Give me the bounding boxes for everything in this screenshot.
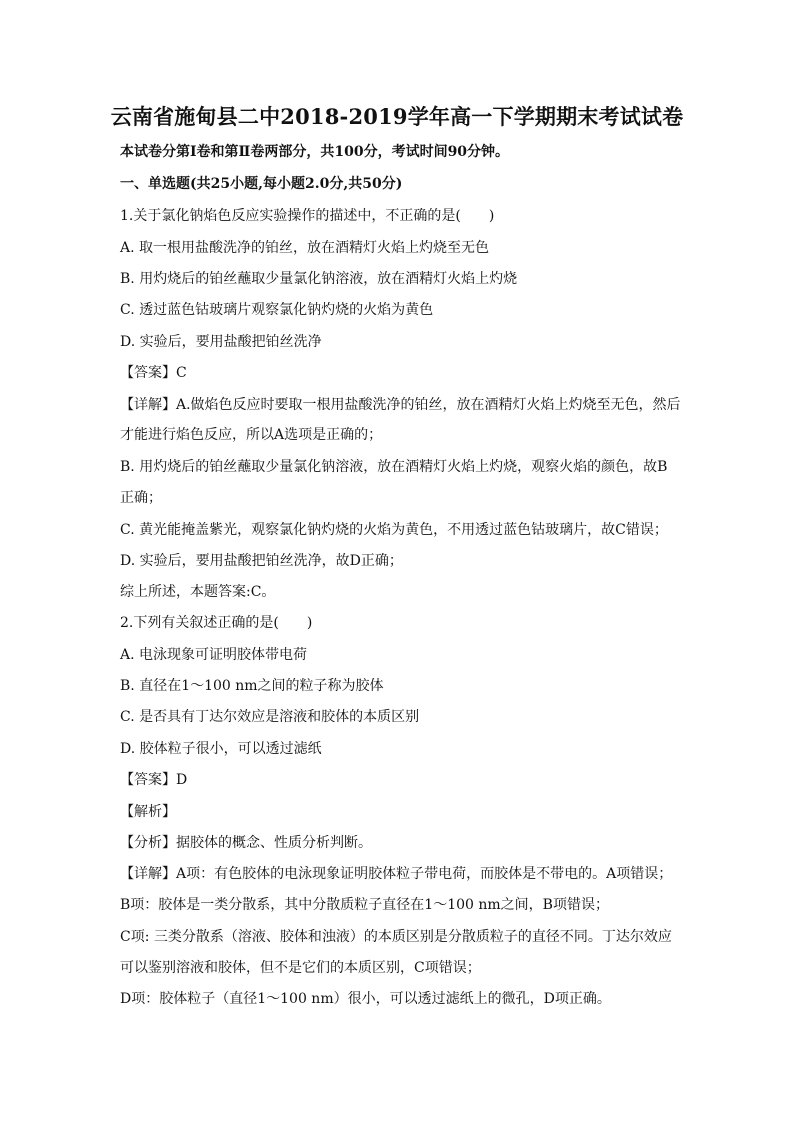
question-1-option-d: D. 实验后，要用盐酸把铂丝洗净 (120, 334, 322, 350)
question-1-detail-line: 【详解】A.做焰色反应时要取一根用盐酸洗净的铂丝，放在酒精灯火焰上灼烧至无色，然后 (120, 397, 681, 413)
question-1-detail-line: 才能进行焰色反应，所以A选项是正确的； (120, 427, 383, 443)
question-1-option-a: A. 取一根用盐酸洗净的铂丝，放在酒精灯火焰上灼烧至无色 (120, 240, 490, 256)
question-1-summary: 综上所述，本题答案:C。 (120, 584, 276, 600)
question-2-fenxi: 【分析】据胶体的概念、性质分析判断。 (120, 835, 372, 851)
question-1-detail-line: B. 用灼烧后的铂丝蘸取少量氯化钠溶液，放在酒精灯火焰上灼烧，观察火焰的颜色，故B (120, 459, 668, 475)
page-title: 云南省施甸县二中2018-2019学年高一下学期期末考试试卷 (110, 104, 684, 129)
question-2-stem: 2.下列有关叙述正确的是( ) (120, 615, 313, 631)
question-2-detail-line: 可以鉴别溶液和胶体，但不是它们的本质区别，C项错误； (120, 960, 481, 976)
question-1-stem: 1.关于氯化钠焰色反应实验操作的描述中，不正确的是( ) (120, 208, 495, 224)
question-2-option-c: C. 是否具有丁达尔效应是溶液和胶体的本质区别 (120, 709, 420, 725)
question-2-option-b: B. 直径在1～100 nm之间的粒子称为胶体 (120, 678, 384, 694)
question-1-detail-line: C. 黄光能掩盖紫光，观察氯化钠灼烧的火焰为黄色，不用透过蓝色钴玻璃片，故C错误； (120, 522, 668, 538)
question-2-option-a: A. 电泳现象可证明胶体带电荷 (120, 647, 308, 663)
section-heading: 一、单选题(共25小题,每小题2.0分,共50分) (120, 176, 403, 192)
question-2-detail-line: B项：胶体是一类分散系，其中分散质粒子直径在1～100 nm之间，B项错误； (120, 897, 609, 913)
question-1-detail-line: D. 实验后，要用盐酸把铂丝洗净，故D正确； (120, 553, 403, 569)
exam-intro: 本试卷分第Ⅰ卷和第Ⅱ卷两部分，共100分，考试时间90分钟。 (120, 144, 510, 160)
question-1-detail-line: 正确； (120, 490, 162, 506)
question-2-detail-line: D项：胶体粒子（直径1～100 nm）很小，可以透过滤纸上的微孔，D项正确。 (120, 991, 611, 1007)
question-2-option-d: D. 胶体粒子很小，可以透过滤纸 (120, 741, 322, 757)
question-2-detail-line: C项: 三类分散系（溶液、胶体和浊液）的本质区别是分散质粒子的直径不同。丁达尔效应 (120, 929, 672, 945)
question-1-option-c: C. 透过蓝色钴玻璃片观察氯化钠灼烧的火焰为黄色 (120, 302, 434, 318)
question-1-option-b: B. 用灼烧后的铂丝蘸取少量氯化钠溶液，放在酒精灯火焰上灼烧 (120, 271, 518, 287)
question-2-answer: 【答案】D (120, 772, 188, 788)
question-2-detail-line: 【详解】A项：有色胶体的电泳现象证明胶体粒子带电荷，而胶体是不带电的。A项错误； (120, 866, 673, 882)
question-1-answer: 【答案】C (120, 365, 187, 381)
question-2-analysis-label: 【解析】 (120, 804, 176, 820)
